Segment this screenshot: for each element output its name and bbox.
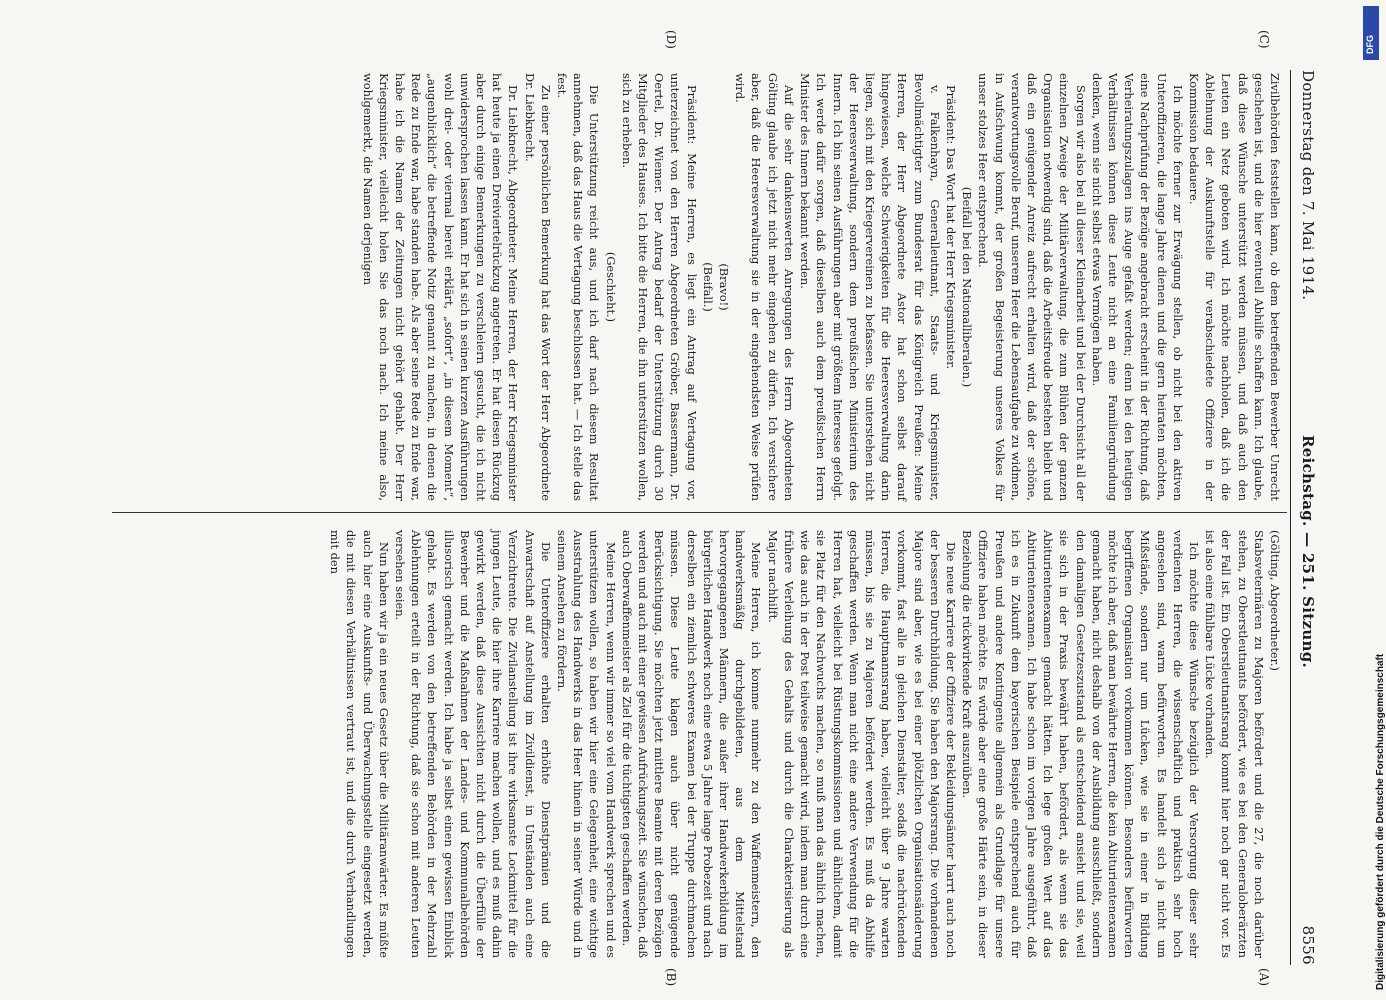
applause-note: (Bravo!) bbox=[717, 263, 732, 311]
column-paragraph: Nun haben wir ja ein neues Gesetz über die Militäranwärter. Es müßte auch hier eine Auskunfts- und Überwachungsstelle eingesetzt werden, die mit diesen Verhältnissen vertraut ist, und die durch Verhandlungen mit den bbox=[328, 530, 391, 958]
applause-note: (Beifall.) bbox=[700, 262, 715, 312]
column-paragraph: Die neue Karriere der Offiziere der Bekleidungsämter harrt auch noch der besseren Durchbildung. Sie haben den Majorsrang. Die vorhandenen Majore sind aber, wie es bei einer plötzlichen Organisationsänderung vorkommt, fast alle in gleichen Dienstalter, sodaß die nachrückenden Herren, die Hauptmannsrang haben, vielleicht über 9 Jahre warten müssen, bis sie zu Majoren befördert werden. Es muß da Abhilfe geschaffen werden. Wenn man nicht eine andere Verwendung für die Herren hat, vielleicht bei Rüstungskommissionen und ähnlichem, damit sie Platz für den Nachwuchs machen, so muß man das ähnlich machen, wie das auch in der Post teilweise gemacht wird, indem man durch eine frühere Verleihung des Gehalts und durch die Charakterisierung als Major nachhilft. bbox=[765, 530, 958, 958]
column-paragraph: Dr. Liebknecht, Abgeordneter: Meine Herren, der Herr Kriegsminister hat heute ja einen Dreiviertelrückzug angetreten. Er hat diesen Rückzug aber durch einige Bemerkungen zu verschleiern gesucht, die ich nicht unwidersprochen lassen kann. Er hat sich in seinen kurzen Ausführungen wohl drei- oder viermal bereit erklärt, „sofort“, „in diesem Moment“, „augenblicklich“ die betreffende Notiz genannt zu machen, in denen die Rede zu Ende war, habe standen habe. Als aber seine Rede zu Ende war, habe ich die Namen der Zeitungen nicht gehört gehabt. Der Herr Kriegsminister, vielleicht holen Sie das noch nach. Ich meine also, wohlgemerkt, die Namen derjenigen bbox=[360, 73, 521, 501]
column-paragraph: Die Unterstützung reicht aus, und ich darf nach diesem Resultat annehmen, daß das Haus die Vertagung beschlossen hat. — Ich stelle das fest. bbox=[555, 73, 602, 501]
header-date: Donnerstag den 7. Mai 1914. bbox=[1299, 70, 1317, 301]
column-paragraph: Ich möchte ferner zur Erwägung stellen, ob nicht bei den aktiven Unteroffizieren, die lange Jahre dienen und die gern heiraten möchten, eine Nachprüfung der Bezüge angebracht erscheint in der Richtung, daß Verheiratungszulagen ins Auge gefaßt werden; denn bei den heutigen Verhältnissen können diese Leute nicht an eine Familiengründung denken, wenn sie nicht selbst etwas Vermögen haben. bbox=[1089, 73, 1185, 501]
president-remark: Präsident: Das Wort hat der Herr Kriegsminister. bbox=[943, 85, 958, 370]
margin-marker-b: (B) bbox=[664, 968, 678, 987]
page-header bbox=[1293, 70, 1323, 965]
column-paragraph: Stabsveterinären zu Majoren befördert und die 27, die noch darüber stehen, zu Oberstleutnants befördert, wie es bei den Generaloberärzten der Fall ist. Ein Oberstleutnantsrang kommt hier noch gar nicht vor. Es ist also eine fühlbare Lücke vorhanden. bbox=[1203, 530, 1266, 958]
applause-note: (Beifall bei den Nationalliberalen.) bbox=[960, 186, 975, 388]
margin-marker-d: (D) bbox=[664, 30, 678, 49]
column-paragraph: Zu einer persönlichen Bemerkung hat das Wort der Herr Abgeordnete Dr. Liebknecht. bbox=[522, 73, 553, 501]
margin-marker-c: (C) bbox=[1257, 30, 1271, 49]
dfg-logo-text: DFG bbox=[1365, 35, 1375, 54]
right-text-column bbox=[93, 73, 1283, 501]
column-paragraph: Meine Herren, ich komme nunmehr zu den Waffenmeistern, den handwerksmäßig durchgebildeten, aus dem Mittelstand hervorgegangenen Männern, die außer ihrer Handwerkerbildung im bürgerlichen Handwerk noch eine etwa 5 Jahre lange Probezeit und nach derselben ein ziemlich schweres Examen bei der Truppe durchmachen müssen. Diese Leute klagen auch über nicht genügende Berücksichtigung. Sie möchten jetzt mittlere Beamte mit deren Bezügen werden und auch mit einer gewissen Aufrückungszeit. Sie wünschen, daß auch Oberwaffenmeister als Ziel für die tüchtigsten geschaffen werden. bbox=[619, 530, 764, 958]
column-paragraph: Die Unteroffiziere erhalten erhöhte Dienstprämien und die Anwartschaft auf Anstellung im Zivildienst, in Umständen auch eine Verzichtrente. Die Zivilanstellung ist ihre wirksamste Lockmittel für die jungen Leute, die hier ihre Karriere machen wollen, und es muß dahin gewirkt werden, daß diese Aussichten nicht durch die Überfülle der Bewerber und die Maßnahmen der Landes- und Kommunalbehörden illusorisch gemacht werden. Ich habe ja selbst einen gewissen Einblick gehabt. Es werden von den betreffenden Behörden in der Mehrzahl Ablehnungen erteilt in der Richtung, daß sie schon mit anderen Leuten versehen seien. bbox=[393, 530, 553, 958]
header-page-number: 8556 bbox=[1299, 925, 1317, 965]
column-paragraph: v. Falkenhayn, Generalleutnant, Staats- und Kriegsminister, Bevollmächtigter zum Bundesrat für das Königreich Preußen: Meine Herren, der Herr Abgeordnete Astor hat schon selbst darauf hingewiesen, welche Schwierigkeiten für die Heeresverwaltung darin liegen, sich mit den Kriegervereinen zu befassen. Sie unterstehen nicht der Heeresverwaltung, sondern dem preußischen Ministerium des Innern. Ich bin seinen Ausführungen aber mit größtem Interesse gefolgt. Ich werde dafür sorgen, daß dieselben auch dem preußischen Herrn Minister des Innern bekannt werden. bbox=[798, 73, 942, 501]
left-text-column bbox=[93, 530, 1283, 958]
column-paragraph: Sorgen wir also bei all dieser Kleinarbeit und bei der Durchsicht all der einzelnen Zweige der Militärverwaltung, die zum Blühen der ganzen Organisation notwendig sind, daß die Arbeitsfreude bestehen bleibt und daß ein genügender Anreiz aufrecht erhalten wird, daß der schöne, verantwortungsvolle Beruf, unserem Heer die Lebensaufgabe zu widmen, in Aufschwung kommt, der großen Begeisterung unseres Volkes für unser stolzes Heer entsprechend. bbox=[976, 73, 1088, 501]
speaker-label: (Gölting, Abgeordneter.) bbox=[1268, 530, 1282, 671]
header-rule bbox=[1290, 70, 1291, 965]
column-paragraph: Auf die sehr dankenswerten Anregungen des Herrn Abgeordneten Gölting glaube ich jetzt nicht mehr eingehen zu dürfen. Ich versichere aber, daß die Heeresverwaltung sie in der eingehendsten Weise prüfen wird. bbox=[733, 73, 796, 501]
column-divider bbox=[112, 512, 1287, 513]
president-remark: Präsident: Meine Herren, es liegt ein Antrag auf Vertagung vor, unterzeichnet von den Herren Abgeordneten Gröber, Bassermann, Dr. Oertel, Dr. Wiemer. Der Antrag bedarf der Unterstützung durch 30 Mitglieder des Hauses. Ich bitte die Herren, die ihn unterstützen wollen, sich zu erheben. bbox=[619, 73, 699, 501]
header-session-title: Reichstag. — 251. Sitzung. bbox=[1299, 435, 1317, 669]
margin-marker-a: (A) bbox=[1257, 968, 1271, 987]
digitization-note: Digitalisierung gefördert durch die Deutsche Forschungsgemeinschaft bbox=[1375, 653, 1386, 990]
column-paragraph: Meine Herren, wenn wir immer so viel vom Handwerk sprechen und es unterstützen wollen, so haben wir hier eine Gelegenheit, eine wichtige Ausstrahlung des Handwerks in das Heer hinein in seiner Würde und in seinem Ansehen zu fördern. bbox=[555, 530, 618, 958]
stage-note: (Geschieht.) bbox=[603, 251, 618, 323]
column-paragraph: Zivilbehörden feststellen kann, ob dem betreffenden Bewerber Unrecht geschehen ist, und die hier eventuell Abhilfe schaffen kann. Ich glaube, daß diese Wünsche unterstützt werden müssen, und daß auch den Leuten ein Netz geboten wird. Ich möchte nachholen, daß ich die Ablehnung der Auskunftstelle für verabschiedete Offiziere in der Kommission bedauere. bbox=[1186, 73, 1282, 501]
dfg-logo bbox=[1363, 6, 1379, 60]
column-paragraph: Ich möchte diese Wünsche bezüglich der Versorgung dieser sehr verdienten Herren, die wissenschaftlich und praktisch sehr hoch angesehen sind, warm befürworten. Es handelt sich ja nicht um Mißstände, sondern nur um Lücken, wie sie in einer in Bildung begriffenen Organisation vorkommen können. Besonders befürworten möchte ich aber, daß man bewährte Herren, die kein Abiturientenexamen gemacht haben, nicht deshalb von der Ausbildung ausschließt, sondern den damaligen Gesetzeszustand als entscheidend ansieht und sie, weil sie sich in der Praxis bewährt haben, befördert, als wenn sie das Abiturientenexamen gemacht hätten. Ich lege großen Wert auf das Abiturientenexamen. Ich habe schon im vorigen Jahre ausgeführt, daß ich es in Zukunft dem bayerischen Beispiele entsprechend auch für Preußen und andere Kontingente allgemein als Grundlage für unsere Offiziere haben möchte. Es würde aber eine große Härte sein, in dieser Beziehung die rückwirkende Kraft auszuüben. bbox=[960, 530, 1201, 958]
